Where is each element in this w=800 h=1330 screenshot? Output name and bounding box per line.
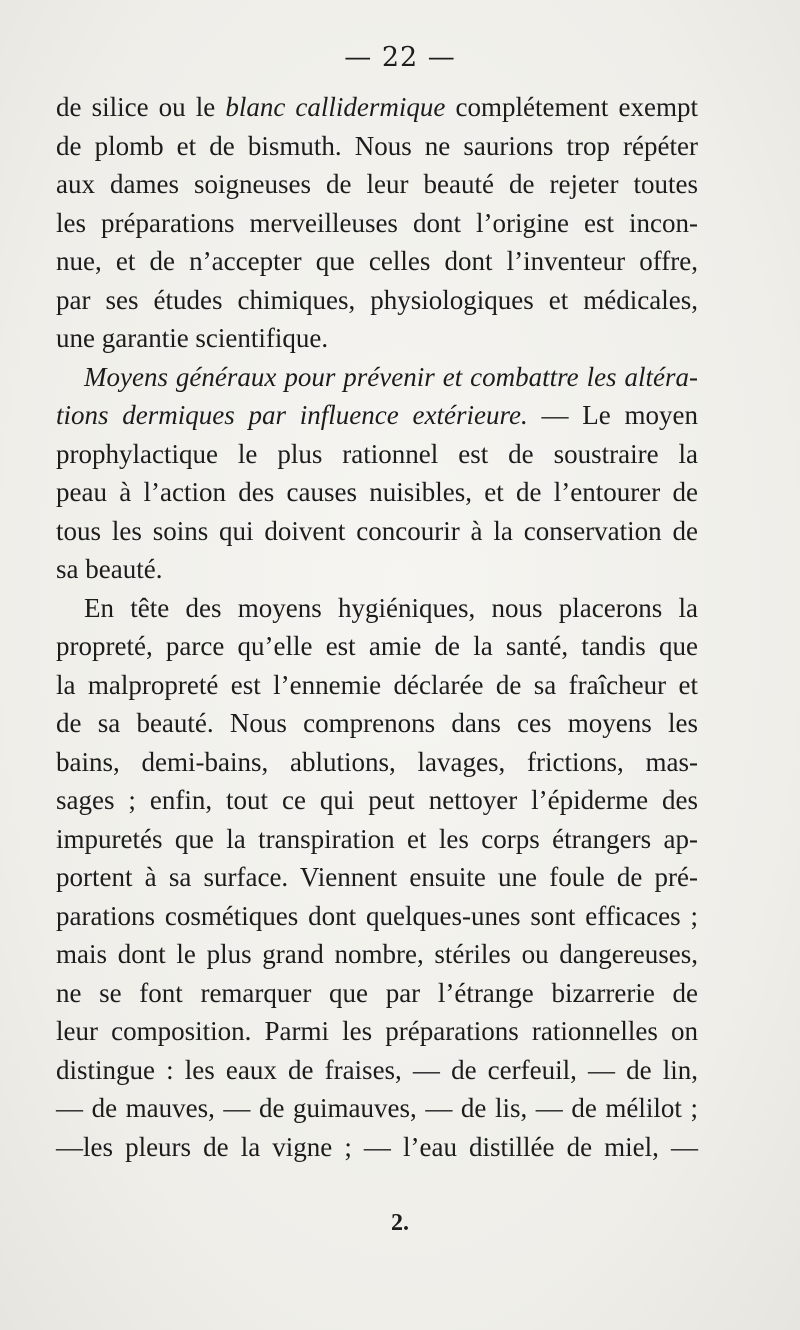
text-run: sa beauté. — [56, 554, 163, 584]
italic-text: tions dermiques par influence extérieure. — [56, 400, 528, 430]
text-run: impuretés que la transpiration et les corps étrangers ap- — [56, 823, 698, 854]
text-line — [56, 858, 698, 897]
text-line — [56, 512, 698, 551]
text-run: portent à sa surface. Viennent ensuite une foule de pré- — [56, 862, 698, 892]
text-run: aux dames soigneuses de leur beauté de rejeter toutes — [56, 169, 698, 199]
text-run: — de mauves, — de guimauves, — de lis, — de mélilot ; — [56, 1093, 698, 1123]
text-run: de sa beauté. Nous comprenons dans ces moyens les — [56, 708, 698, 738]
text-run: mais dont le plus grand nombre, stériles ou dangereuses, — [56, 939, 698, 969]
text-line — [56, 281, 698, 320]
text-line — [56, 589, 698, 628]
text-line — [56, 1089, 698, 1128]
text-line — [56, 435, 698, 474]
text-line — [56, 242, 698, 281]
text-line — [56, 897, 698, 936]
signature-mark: 2. — [391, 1210, 409, 1236]
text-line — [56, 666, 698, 705]
text-line — [56, 704, 698, 743]
text-run: nue, et de n’accepter que celles dont l’inventeur offre, — [56, 246, 698, 276]
text-run: une garantie scientifique. — [56, 323, 329, 353]
text-run: parations cosmétiques dont quelques-unes sont efficaces ; — [56, 900, 698, 931]
text-line — [56, 1012, 698, 1051]
text-run: complétement exempt — [445, 92, 698, 122]
text-run: de silice ou le — [56, 92, 226, 122]
text-line — [56, 88, 698, 127]
body-text — [56, 88, 698, 1166]
page-number: — 22 — — [344, 42, 456, 73]
italic-text: blanc callidermique — [225, 92, 446, 122]
text-run: distingue : les eaux de fraises, — de cerfeuil, — de lin, — [56, 1054, 698, 1085]
text-line — [56, 550, 698, 589]
text-run: En tête des moyens hygiéniques, nous placerons la — [84, 592, 698, 623]
text-line — [56, 319, 698, 358]
text-run: peau à l’action des causes nuisibles, et de l’entourer de — [56, 477, 698, 507]
text-run: les préparations merveilleuses dont l’origine est incon- — [56, 207, 698, 238]
text-line — [56, 127, 698, 166]
text-line — [56, 358, 698, 397]
text-line — [56, 935, 698, 974]
text-line — [56, 820, 698, 859]
text-run: leur composition. Parmi les préparations rationnelles on — [56, 1016, 698, 1046]
text-run: — Le moyen — [527, 400, 698, 430]
text-line — [56, 627, 698, 666]
text-run: tous les soins qui doivent concourir à la conservation de — [56, 515, 698, 546]
text-line — [56, 396, 698, 435]
text-run: propreté, parce qu’elle est amie de la santé, tandis que — [56, 631, 698, 661]
text-run: prophylactique le plus rationnel est de soustraire la — [56, 438, 698, 469]
text-run: par ses études chimiques, physiologiques et médicales, — [56, 284, 698, 315]
text-line — [56, 781, 698, 820]
text-line — [56, 1128, 698, 1167]
text-line — [56, 204, 698, 243]
text-line — [56, 974, 698, 1013]
text-run: ne se font remarquer que par l’étrange bizarrerie de — [56, 977, 698, 1008]
text-line — [56, 743, 698, 782]
italic-text: Moyens généraux pour prévenir et combattre les altéra- — [84, 361, 698, 392]
text-line — [56, 1051, 698, 1090]
text-line — [56, 473, 698, 512]
text-run: la malpropreté est l’ennemie déclarée de sa fraîcheur et — [56, 669, 698, 700]
text-run: bains, demi-bains, ablutions, lavages, frictions, mas- — [56, 746, 698, 777]
text-line — [56, 165, 698, 204]
text-run: de plomb et de bismuth. Nous ne saurions trop répéter — [56, 130, 698, 161]
text-run: sages ; enfin, tout ce qui peut nettoyer l’épiderme des — [56, 785, 698, 815]
text-run: —les pleurs de la vigne ; — l’eau distillée de miel, — — [56, 1131, 698, 1162]
